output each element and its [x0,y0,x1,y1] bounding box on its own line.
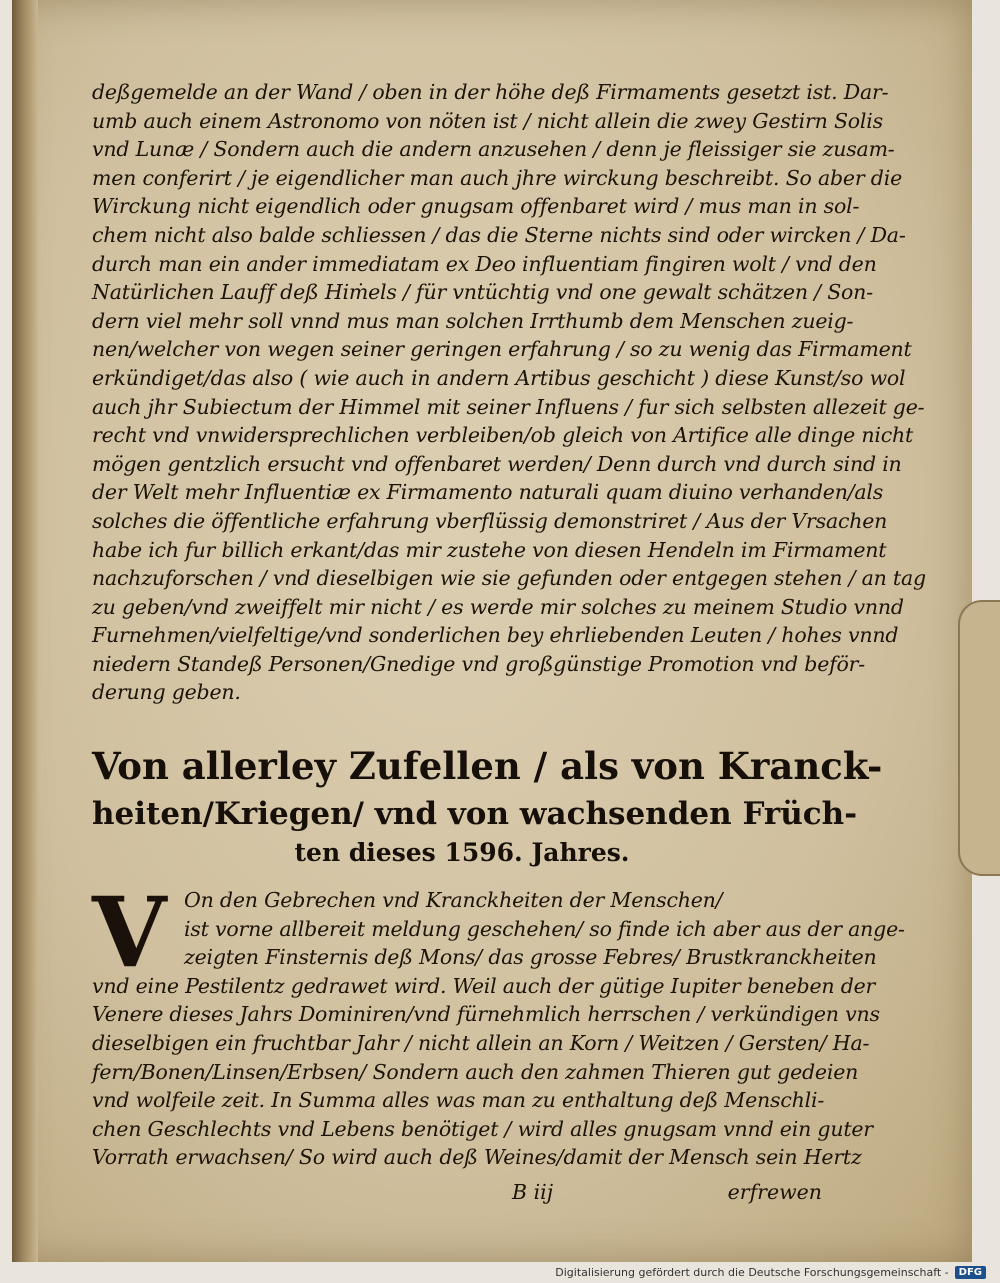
text-line: niedern Standeß Personen/Gnedige vnd großgünstige Promotion vnd beför- [92,651,866,676]
text-line: vnd wolfeile zeit. In Summa alles was man zu enthaltung deß Menschli- [92,1088,825,1113]
credit-text: Digitalisierung gefördert durch die Deutsche Forschungsgemeinschaft - [555,1266,949,1279]
text-line: derung geben. [92,680,241,705]
heading-line-1: Von allerley Zufellen / als von Kranck- [92,744,883,788]
book-spine [12,0,38,1262]
text-line: Wirckung nicht eigendlich oder gnugsam offenbaret wird / mus man in sol- [92,194,860,219]
text-line: deßgemelde an der Wand / oben in der höhe deß Firmaments gesetzt ist. Dar- [92,80,889,104]
text-line: chen Geschlechts vnd Lebens benötiget / wird alles gnugsam vnnd ein guter [92,1116,873,1141]
text-line: nachzuforschen / vnd dieselbigen wie sie gefunden oder entgegen stehen / an tag [92,566,926,591]
text-line: recht vnd vnwidersprechlichen verbleiben/ob gleich von Artifice alle dinge nicht [92,423,914,448]
text-line: Vorrath erwachsen/ So wird auch deß Weines/damit der Mensch sein Hertz [92,1145,862,1170]
text-line: solches die öffentliche erfahrung vberflüssig demonstriret / Aus der Vrsachen [92,508,888,533]
text-line: vnd eine Pestilentz gedrawet wird. Weil auch der gütige Iupiter beneben der [92,973,876,998]
text-line: habe ich fur billich erkant/das mir zustehe von diesen Hendeln im Firmament [92,537,887,562]
text-line: men conferirt / je eigendlicher man auch jhre wirckung beschreibt. So aber die [92,165,902,190]
drop-cap-initial: V [92,876,167,989]
text-line: dieselbigen ein fruchtbar Jahr / nicht allein an Korn / Weitzen / Gersten/ Ha- [92,1030,870,1055]
section-heading [92,740,883,870]
text-line: dern viel mehr soll vnnd mus man solchen Irrthumb dem Menschen zueig- [92,308,854,333]
text-line: chem nicht also balde schliessen / das die Sterne nichts sind oder wircken / Da- [92,222,906,247]
heading-line-2: heiten/Kriegen/ vnd von wachsenden Früch- [92,796,858,832]
page-edge-tab [958,600,1000,876]
text-line: umb auch einem Astronomo von nöten ist / nicht allein die zwey Gestirn Solis [92,108,883,133]
text-line: nen/welcher von wegen seiner geringen erfahrung / so zu wenig das Firmament [92,337,912,362]
heading-line-3: ten dieses 1596. Jahres. [294,838,630,867]
text-line: vnd Lunæ / Sondern auch die andern anzusehen / denn je fleissiger sie zusam- [92,137,895,162]
paragraph-2 [92,876,905,1172]
paragraph-1 [92,78,926,707]
text-line: fern/Bonen/Linsen/Erbsen/ Sondern auch den zahmen Thieren gut gedeien [92,1059,859,1084]
text-line: der Welt mehr Influentiæ ex Firmamento naturali quam diuino verhanden/als [92,480,884,505]
text-line: erkündiget/das also ( wie auch in andern Artibus geschicht ) diese Kunst/so wol [92,365,906,390]
text-line: zu geben/vnd zweiffelt mir nicht / es werde mir solches zu meinem Studio vnnd [92,594,904,619]
text-line: On den Gebrechen vnd Kranckheiten der Menschen/ [184,888,723,912]
text-line: mögen gentzlich ersucht vnd offenbaret werden/ Denn durch vnd durch sind in [92,451,902,476]
text-line: auch jhr Subiectum der Himmel mit seiner Influens / fur sich selbsten allezeit ge- [92,394,925,419]
digitization-credit [555,1266,986,1279]
signature-mark: B iij [512,1180,554,1204]
catchword: erfrewen [727,1180,822,1204]
text-line: Natürlichen Lauff deß Hiṁels / für vntüchtig vnd one gewalt schätzen / Son- [92,280,873,305]
text-line: Furnehmen/vielfeltige/vnd sonderlichen bey ehrliebenden Leuten / hohes vnnd [92,623,899,648]
text-line: ist vorne allbereit meldung geschehen/ so finde ich aber aus der ange- [184,916,905,941]
text-line: durch man ein ander immediatam ex Deo influentiam fingiren wolt / vnd den [92,251,877,276]
text-line: zeigten Finsternis deß Mons/ das grosse Febres/ Brustkranckheiten [184,945,877,970]
text-line: Venere dieses Jahrs Dominiren/vnd fürnehmlich herrschen / verkündigen vns [92,1002,880,1027]
dfg-logo: DFG [955,1266,986,1279]
